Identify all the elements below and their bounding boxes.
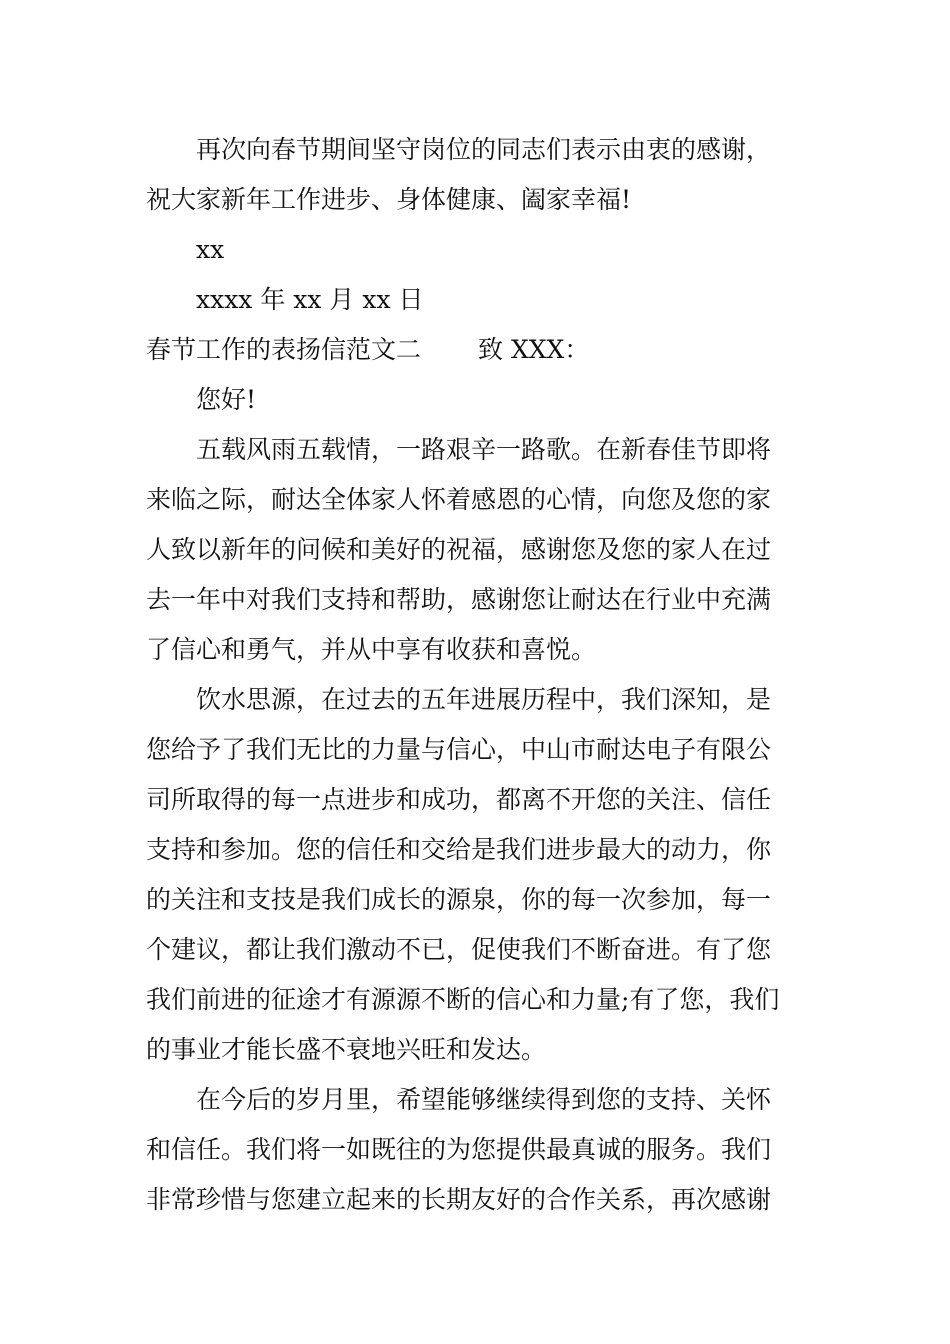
paragraph-1-line: 了信心和勇气，并从中享有收获和喜悦。 (146, 635, 597, 664)
greeting: 您好! (196, 385, 257, 414)
signature: xx (196, 235, 225, 264)
closing-paragraph-line: 再次向春节期间坚守岗位的同志们表示由衷的感谢， (196, 135, 772, 164)
paragraph-3-line: 和信任。我们将一如既往的为您提供最真诚的服务。我们 (146, 1135, 772, 1164)
paragraph-1-line: 去一年中对我们支持和帮助，感谢您让耐达在行业中充满 (146, 585, 772, 614)
paragraph-2-line: 司所取得的每一点进步和成功，都离不开您的关注、信任 (146, 785, 772, 814)
paragraph-3-line: 在今后的岁月里，希望能够继续得到您的支持、关怀 (196, 1085, 772, 1114)
closing-paragraph-line: 祝大家新年工作进步、身体健康、阖家幸福! (146, 185, 632, 214)
paragraph-3-line: 非常珍惜与您建立起来的长期友好的合作关系，再次感谢 (146, 1185, 772, 1214)
paragraph-1-line: 五载风雨五载情，一路艰辛一路歌。在新春佳节即将 (196, 435, 772, 464)
paragraph-2-line: 的事业才能长盛不衰地兴旺和发达。 (146, 1035, 547, 1064)
paragraph-2-line: 您给予了我们无比的力量与信心，中山市耐达电子有限公 (146, 735, 772, 764)
section-title: 春节工作的表扬信范文二 (146, 335, 422, 364)
paragraph-1-line: 来临之际，耐达全体家人怀着感恩的心情，向您及您的家 (146, 485, 772, 514)
section-heading-row (0, 330, 950, 370)
paragraph-2-line: 我们前进的征途才有源源不断的信心和力量;有了您，我们 (146, 985, 780, 1014)
paragraph-1-line: 人致以新年的问候和美好的祝福，感谢您及您的家人在过 (146, 535, 772, 564)
letter-date: xxxx 年 xx 月 xx 日 (196, 285, 424, 314)
paragraph-2-line: 支持和参加。您的信任和交给是我们进步最大的动力，你 (146, 835, 772, 864)
paragraph-2-line: 饮水思源，在过去的五年进展历程中，我们深知，是 (196, 685, 772, 714)
paragraph-2-line: 个建议，都让我们激动不已，促使我们不断奋进。有了您 (146, 935, 772, 964)
paragraph-2-line: 的关注和支技是我们成长的源泉，你的每一次参加，每一 (146, 885, 772, 914)
recipient: 致 XXX： (478, 335, 590, 364)
